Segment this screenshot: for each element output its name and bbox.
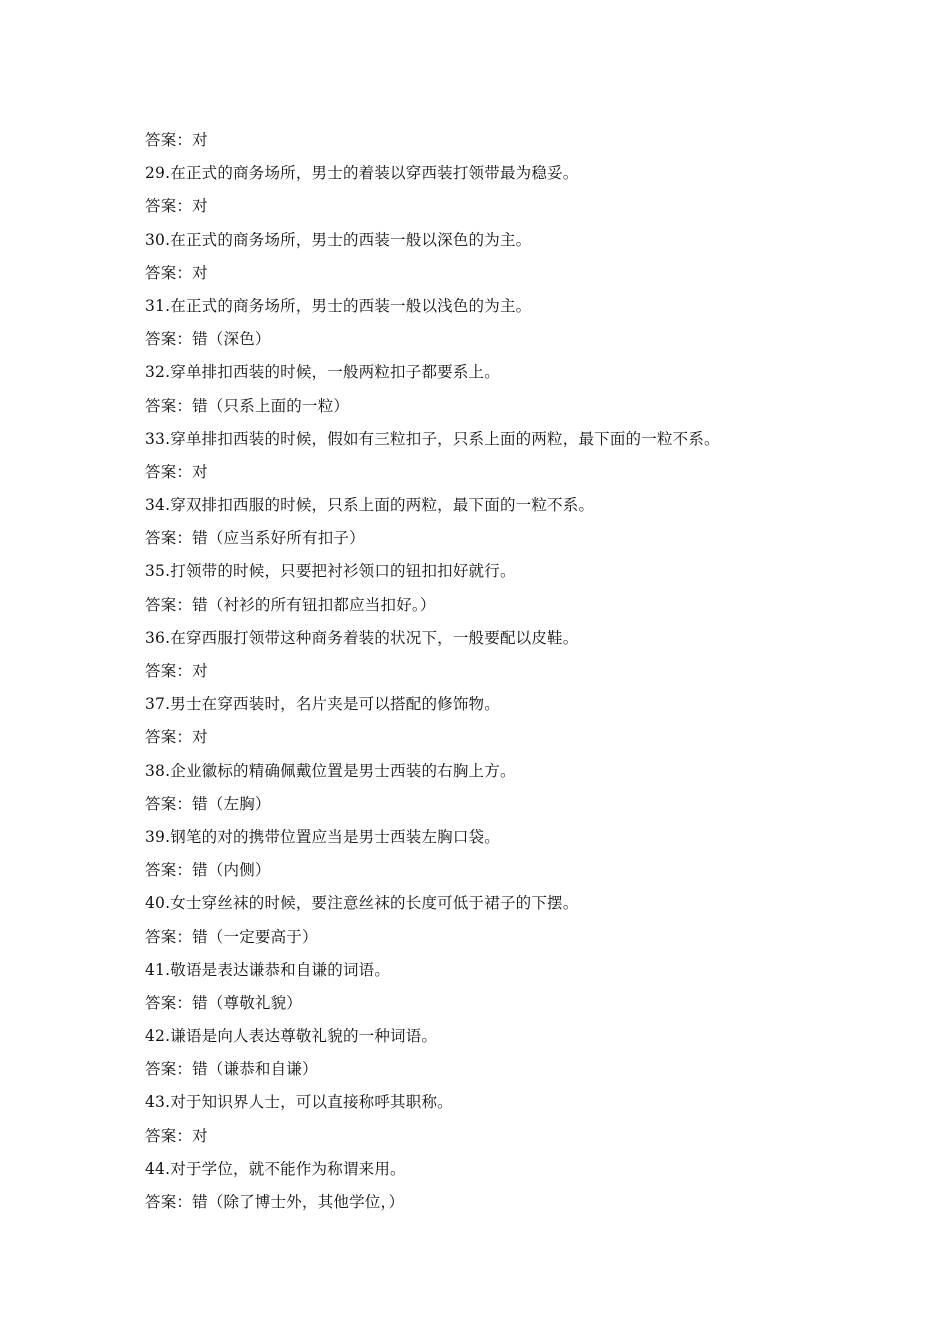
answer-42: 答案：错（谦恭和自谦）: [145, 1060, 318, 1079]
answer-line: 答案：对: [145, 131, 208, 149]
answer-30: 答案：对: [145, 263, 208, 282]
question-31: 31.在正式的商务场所，男士的西装一般以浅色的为主。: [145, 296, 532, 315]
answer-34: 答案：错（应当系好所有扣子）: [145, 529, 365, 548]
question-43: 43.对于知识界人士，可以直接称呼其职称。: [145, 1093, 453, 1112]
question-41: 41.敬语是表达谦恭和自谦的词语。: [145, 960, 391, 979]
document-body: [145, 124, 845, 1219]
answer-32: 答案：错（只系上面的一粒）: [145, 396, 350, 415]
question-30: 30.在正式的商务场所，男士的西装一般以深色的为主。: [145, 230, 532, 249]
answer-43: 答案：对: [145, 1126, 208, 1145]
question-29: 29.在正式的商务场所，男士的着装以穿西装打领带最为稳妥。: [145, 164, 579, 183]
question-35: 35.打领带的时候，只要把衬衫领口的钮扣扣好就行。: [145, 562, 516, 581]
question-42: 42.谦语是向人表达尊敬礼貌的一种词语。: [145, 1027, 438, 1046]
question-32: 32.穿单排扣西装的时候，一般两粒扣子都要系上。: [145, 363, 500, 382]
answer-39: 答案：错（内侧）: [145, 861, 271, 880]
answer-41: 答案：错（尊敬礼貌）: [145, 993, 303, 1012]
question-36: 36.在穿西服打领带这种商务着装的状况下，一般要配以皮鞋。: [145, 628, 579, 647]
question-40: 40.女士穿丝袜的时候，要注意丝袜的长度可低于裙子的下摆。: [145, 894, 579, 913]
answer-40: 答案：错（一定要高于）: [145, 927, 318, 946]
answer-37: 答案：对: [145, 728, 208, 747]
question-33: 33.穿单排扣西装的时候，假如有三粒扣子，只系上面的两粒，最下面的一粒不系。: [145, 429, 720, 448]
answer-33: 答案：对: [145, 462, 208, 481]
question-34: 34.穿双排扣西服的时候，只系上面的两粒，最下面的一粒不系。: [145, 496, 595, 515]
question-39: 39.钢笔的对的携带位置应当是男士西装左胸口袋。: [145, 827, 500, 846]
answer-31: 答案：错（深色）: [145, 330, 271, 349]
answer-36: 答案：对: [145, 662, 208, 680]
answer-35: 答案：错（衬衫的所有钮扣都应当扣好。）: [145, 595, 436, 614]
question-37: 37.男士在穿西装时，名片夹是可以搭配的修饰物。: [145, 695, 500, 714]
question-38: 38.企业徽标的精确佩戴位置是男士西装的右胸上方。: [145, 761, 516, 780]
answer-29: 答案：对: [145, 197, 208, 216]
question-44: 44.对于学位，就不能作为称谓来用。: [145, 1159, 406, 1178]
answer-38: 答案：错（左胸）: [145, 794, 271, 813]
answer-44: 答案：错（除了博士外，其他学位，）: [145, 1193, 405, 1211]
